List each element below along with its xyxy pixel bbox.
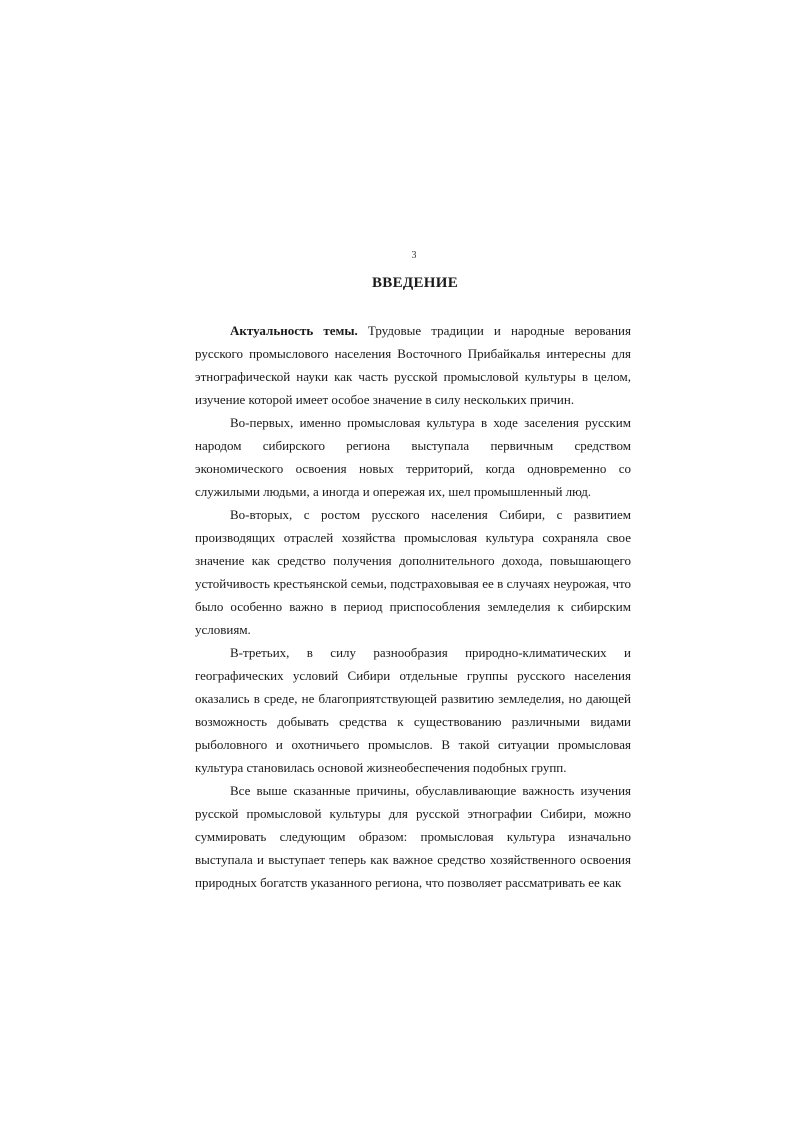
- paragraph-third-reason: В-третьих, в силу разнообразия природно-климатических и географических условий Сибири отдельные группы русского населения оказались в среде, не благоприятствующей развитию земледелия, но дающей возможность добывать средства к существованию различными видами рыболовного и охотничьего промыслов. В такой ситуации промысловая культура становилась основой жизнеобеспечения подобных групп.: [195, 645, 631, 775]
- paragraph-relevance: [195, 319, 631, 411]
- document-body: [195, 319, 631, 894]
- paragraph-text: Трудовые традиции и народные верования русского промыслового населения Восточного Прибайкалья интересны для этнографической науки как часть русской промысловой культуры в целом, изучение которой имеет особое значение в силу нескольких причин.: [195, 323, 631, 407]
- paragraph-summary: Все выше сказанные причины, обуславливающие важность изучения русской промысловой культуры для русской этнографии Сибири, можно суммировать следующим образом: промысловая культура изначально выступала и выступает теперь как важное средство хозяйственного освоения природных богатств указанного региона, что позволяет рассматривать ее как: [195, 783, 631, 890]
- page-title: ВВЕДЕНИЕ: [371, 275, 459, 291]
- paragraph-second-reason: Во-вторых, с ростом русского населения Сибири, с развитием производящих отраслей хозяйства промысловая культура сохраняла свое значение как средство получения дополнительного дохода, повышающего устойчивость крестьянской семьи, подстраховывая ее в случаях неурожая, что было особенно важно в период приспособления земледелия к сибирским условиям.: [195, 507, 631, 637]
- paragraph-lead: Актуальность темы.: [230, 323, 358, 338]
- page-number: 3: [411, 250, 417, 261]
- paragraph-first-reason: Во-первых, именно промысловая культура в ходе заселения русским народом сибирского региона выступала первичным средством экономического освоения новых территорий, когда одновременно со служилыми людьми, а иногда и опережая их, шел промышленный люд.: [195, 415, 631, 499]
